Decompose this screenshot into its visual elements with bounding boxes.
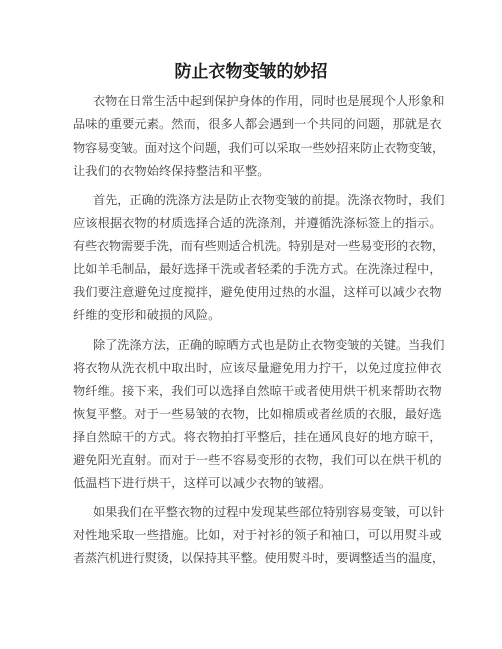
- paragraph-3-line-3: 物纤维。接下来，我们可以选择自然晾干或者使用烘干机来帮助衣物: [73, 384, 442, 398]
- paragraph-1-line-4: 让我们的衣物始终保持整洁和平整。: [73, 164, 270, 178]
- paragraph-4-line-2: 对性地采取一些措施。比如，对于衬衫的领子和袖口，可以用熨斗或: [73, 528, 442, 542]
- paragraph-1-line-2: 品味的重要元素。然而，很多人都会遇到一个共同的问题，那就是衣: [73, 117, 442, 131]
- paragraph-2-line-6: 纤维的变形和破损的风险。: [73, 308, 221, 322]
- paragraph-1-line-1: 衣物在日常生活中起到保护身体的作用，同时也是展现个人形象和: [93, 94, 445, 108]
- paragraph-2-line-5: 我们要注意避免过度搅拌，避免使用过热的水温，这样可以减少衣物: [73, 285, 442, 299]
- paragraph-3-line-6: 避免阳光直射。而对于一些不容易变形的衣物，我们可以在烘干机的: [73, 453, 442, 467]
- paragraph-4-line-1: 如果我们在平整衣物的过程中发现某些部位特别容易变皱，可以针: [93, 505, 445, 519]
- paragraph-3-line-4: 恢复平整。对于一些易皱的衣物，比如棉质或者丝质的衣服，最好选: [73, 407, 442, 421]
- paragraph-2-line-1: 首先，正确的洗涤方法是防止衣物变皱的前提。洗涤衣物时，我们: [93, 193, 445, 207]
- paragraph-2-line-2: 应该根据衣物的材质选择合适的洗涤剂，并遵循洗涤标签上的指示。: [73, 216, 442, 230]
- document-title: 防止衣物变皱的妙招: [174, 62, 328, 82]
- paragraph-2-line-4: 比如羊毛制品，最好选择干洗或者轻柔的手洗方式。在洗涤过程中，: [73, 262, 442, 276]
- paragraph-2-line-3: 有些衣物需要手洗，而有些则适合机洗。特别是对一些易变形的衣物，: [73, 239, 444, 253]
- paragraph-1-line-3: 物容易变皱。面对这个问题，我们可以采取一些妙招来防止衣物变皱，: [73, 141, 444, 155]
- paragraph-3-line-1: 除了洗涤方法，正确的晾晒方式也是防止衣物变皱的关键。当我们: [93, 338, 445, 352]
- paragraph-3-line-5: 择自然晾干的方式。将衣物拍打平整后，挂在通风良好的地方晾干，: [73, 430, 442, 444]
- paragraph-3-line-7: 低温档下进行烘干，这样可以减少衣物的皱褶。: [73, 476, 332, 490]
- paragraph-4-line-3: 者蒸汽机进行熨烫，以保持其平整。使用熨斗时，要调整适当的温度，: [73, 551, 444, 565]
- paragraph-3-line-2: 将衣物从洗衣机中取出时，应该尽量避免用力拧干，以免过度拉伸衣: [73, 361, 442, 375]
